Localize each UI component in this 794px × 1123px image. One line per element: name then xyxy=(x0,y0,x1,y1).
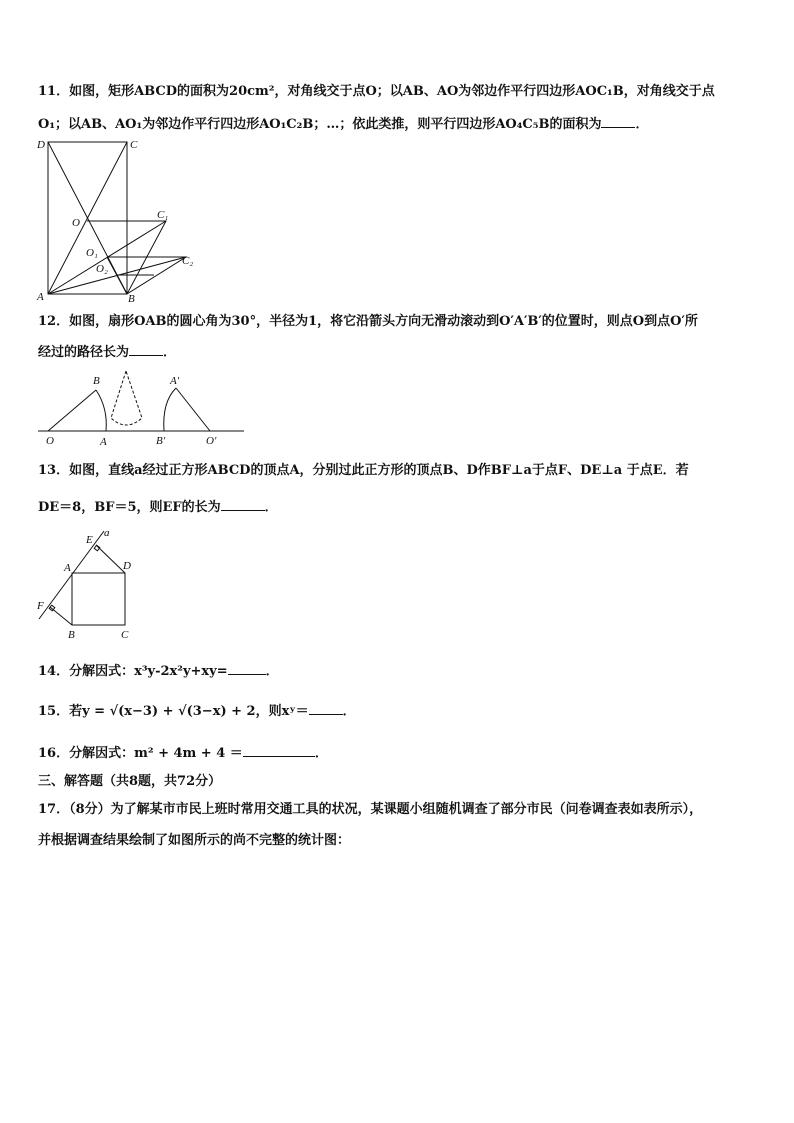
q15-answer-blank xyxy=(309,702,343,715)
sector-dashed-middle xyxy=(111,371,142,425)
label-d: D xyxy=(123,560,131,572)
q17-text-line1: 17．（8分）为了解某市市民上班时常用交通工具的状况，某课题小组随机调查了部分市民（问卷调查表如表所示）， xyxy=(38,802,703,817)
q11-text-line2 xyxy=(38,115,648,134)
line-o2-b xyxy=(117,275,127,294)
square-abcd xyxy=(72,573,125,625)
q17-text-line2: 并根据调查结果绘制了如图所示的尚不完整的统计图： xyxy=(38,833,351,848)
label-a: A xyxy=(64,562,71,574)
q13-figure xyxy=(34,527,144,645)
label-b: B xyxy=(128,293,135,305)
label-a-prime: A′ xyxy=(170,375,180,387)
q11-line2-end: ． xyxy=(635,117,649,132)
q16-question: 16．分解因式：m² + 4m + 4 ＝ xyxy=(38,746,243,761)
q13-answer-blank xyxy=(221,498,265,511)
label-o: O xyxy=(72,217,80,229)
q16-text xyxy=(38,744,328,763)
q13-text-line1: 13．如图，直线a经过正方形ABCD的顶点A，分别过此正方形的顶点B、D作BF⊥a于点F、DE⊥a 于点E．若 xyxy=(38,463,689,478)
label-a: A xyxy=(37,291,44,303)
sector1-arc xyxy=(96,390,106,431)
right-angle-mark-e xyxy=(94,545,100,551)
q15-text xyxy=(38,702,356,721)
q13-text-line2 xyxy=(38,498,278,517)
q14-answer-blank xyxy=(228,662,266,675)
q12-answer-blank xyxy=(129,343,163,356)
q15-end: ． xyxy=(342,704,356,719)
section-3-title: 三、解答题（共8题，共72分） xyxy=(38,774,222,789)
segment-de xyxy=(96,545,125,573)
label-b: B xyxy=(68,629,75,641)
label-c2: C₂ xyxy=(182,255,194,267)
label-e: E xyxy=(86,534,93,546)
label-o-prime: O′ xyxy=(206,435,217,447)
label-o2: O₂ xyxy=(96,263,108,275)
label-d: D xyxy=(37,139,45,151)
label-f: F xyxy=(37,600,44,612)
q11-line2-text: O₁；以AB、AO₁为邻边作平行四边形AO₁C₂B；…；依此类推，则平行四边形AO₄C₅B的面积为 xyxy=(38,117,602,132)
label-c1: C₁ xyxy=(157,209,169,221)
label-a-line: a xyxy=(104,527,110,539)
label-b: B xyxy=(93,375,100,387)
q13-line2-end: ． xyxy=(264,500,278,515)
q11-figure xyxy=(34,136,209,308)
label-a: A xyxy=(100,436,107,448)
q12-figure xyxy=(36,368,246,448)
sector1-radius-ob xyxy=(48,390,96,431)
q13-line2-text: DE＝8，BF＝5，则EF的长为 xyxy=(38,500,221,515)
q15-question: 15．若y = √(x−3) + √(3−x) + 2，则xʸ＝ xyxy=(38,704,309,719)
q14-end: ． xyxy=(265,664,279,679)
label-c: C xyxy=(130,139,138,151)
q11-text-line1: 11．如图，矩形ABCD的面积为20cm²，对角线交于点O；以AB、AO为邻边作平行四边形AOC₁B，对角线交于点 xyxy=(38,84,715,99)
q12-line2-text: 经过的路径长为 xyxy=(38,345,130,360)
q14-question: 14．分解因式：x³y-2x²y+xy= xyxy=(38,664,228,679)
q12-text-line1: 12．如图，扇形OAB的圆心角为30°，半径为1，将它沿箭头方向无滑动滚动到O′A′B′的位置时，则点O到点O′所 xyxy=(38,314,698,329)
q14-text xyxy=(38,662,279,681)
q11-answer-blank xyxy=(601,115,635,128)
label-c: C xyxy=(121,629,129,641)
q12-text-line2 xyxy=(38,343,176,362)
q12-line2-end: ． xyxy=(163,345,177,360)
label-b-prime: B′ xyxy=(156,435,166,447)
label-o1: O₁ xyxy=(86,247,98,259)
q16-end: ． xyxy=(314,746,328,761)
sector2-radius xyxy=(176,388,210,431)
q16-answer-blank xyxy=(243,744,315,757)
sector2-arc xyxy=(164,388,176,431)
label-o: O xyxy=(46,435,54,447)
